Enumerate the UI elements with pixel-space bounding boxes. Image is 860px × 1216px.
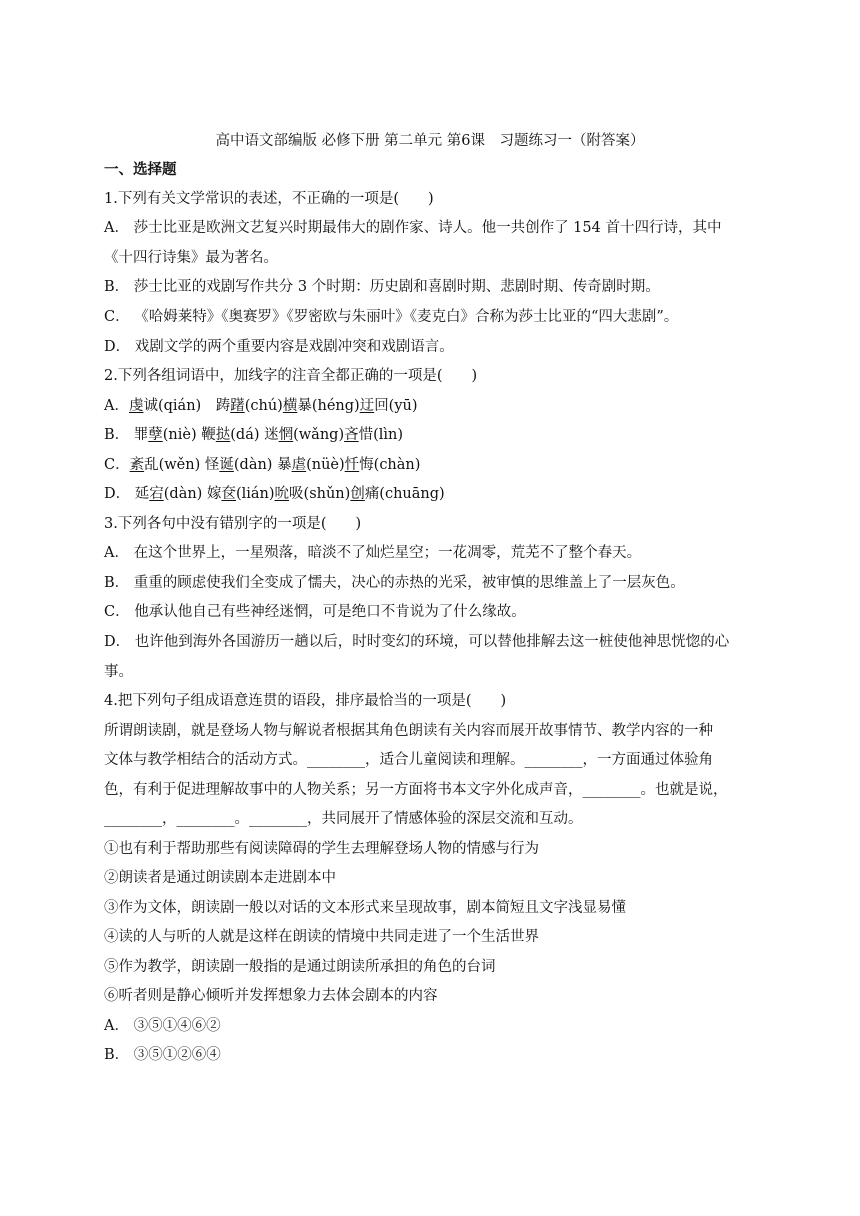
text-segment: (lián) <box>235 486 275 502</box>
underlined-character: 忏 <box>344 457 360 473</box>
question-1-stem: 1.下列有关文学常识的表述，不正确的一项是( ) <box>104 191 434 207</box>
question-2-option-b <box>104 425 764 445</box>
text-segment: 诚(qián) <box>143 398 216 414</box>
question-4-option-a: A． ③⑤①④⑥② <box>104 1018 221 1034</box>
text-segment: 乱(wěn) 怪 <box>144 457 220 473</box>
question-4-passage-line-1: 所谓朗读剧，就是登场人物与解说者根据其角色朗读有关内容而展开故事情节、教学内容的一种 <box>104 723 713 739</box>
underlined-character: 孽 <box>148 427 163 443</box>
question-4-passage-line-3: 色，有利于促进理解故事中的人物关系；另一方面将书本文字外化成声音，________。也就是说， <box>104 782 728 798</box>
question-3-option-a: A． 在这个世界上，一星殒落，暗淡不了灿烂星空；一花凋零，荒芜不了整个春天。 <box>104 545 642 561</box>
text-segment: 回(yū) <box>374 398 418 414</box>
question-3-option-d: D． 也许他到海外各国游历一趟以后，时时变幻的环境，可以替他排解去这一桩使他神思恍惚的心 <box>104 634 730 650</box>
underlined-character: 横 <box>282 398 298 414</box>
underlined-character: 诞 <box>219 457 234 473</box>
text-segment: (dá) 迷 <box>230 427 279 443</box>
underlined-character: 躇 <box>230 398 245 414</box>
question-1-option-a: A． 莎士比亚是欧洲文艺复兴时期最伟大的剧作家、诗人。他一共创作了 154 首十四行诗，其中 <box>104 220 722 236</box>
question-1-option-a-cont: 《十四行诗集》最为著名。 <box>104 250 278 266</box>
question-1-option-d: D． 戏剧文学的两个重要内容是戏剧冲突和戏剧语言。 <box>104 339 454 355</box>
text-segment: 悔(chàn) <box>359 457 421 473</box>
text-segment: D． 延 <box>104 486 150 502</box>
underlined-character: 惘 <box>278 427 294 443</box>
question-2-option-a <box>104 396 764 416</box>
question-1-option-c: C． 《哈姆莱特》《奥赛罗》《罗密欧与朱丽叶》《麦克白》合称为莎士比亚的“四大悲剧”。 <box>104 309 679 325</box>
question-1-option-b: B． 莎士比亚的戏剧写作共分 3 个时期：历史剧和喜剧时期、悲剧时期、传奇剧时期。 <box>104 279 660 295</box>
question-4-sentence-4: ④读的人与听的人就是这样在朗读的情境中共同走进了一个生活世界 <box>104 929 539 945</box>
section-heading: 一、选择题 <box>104 161 177 178</box>
underlined-character: 紊 <box>129 457 145 473</box>
question-3-stem: 3.下列各句中没有错别字的一项是( ) <box>104 516 362 532</box>
question-2-stem: 2.下列各组词语中，加线字的注音全都正确的一项是( ) <box>104 368 478 384</box>
underlined-character: 宕 <box>149 486 164 502</box>
question-4-sentence-5: ⑤作为教学，朗读剧一般指的是通过朗读所承担的角色的台词 <box>104 959 496 975</box>
underlined-character: 吝 <box>344 427 359 443</box>
text-segment: (chú) <box>244 398 283 414</box>
question-4-passage-line-2: 文体与教学相结合的活动方式。________，适合儿童阅读和理解。________，一方面通过体验角 <box>104 752 713 768</box>
question-4-option-b: B． ③⑤①②⑥④ <box>104 1047 221 1063</box>
text-segment: 痛(chuāng) <box>364 486 445 502</box>
text-segment: C． <box>104 457 130 473</box>
text-segment: A． <box>104 398 129 414</box>
question-2-option-d <box>104 484 764 504</box>
text-segment: 踌 <box>215 398 231 414</box>
underlined-character: 虔 <box>128 398 144 414</box>
underlined-character: 虐 <box>291 457 307 473</box>
underlined-character: 创 <box>350 486 365 502</box>
question-3-option-d-cont: 事。 <box>104 664 133 680</box>
text-segment: B． 罪 <box>104 427 149 443</box>
underlined-character: 挞 <box>215 427 231 443</box>
question-4-sentence-6: ⑥听者则是静心倾听并发挥想象力去体会剧本的内容 <box>104 988 438 1004</box>
text-segment: (dàn) 暴 <box>233 457 292 473</box>
text-segment: 暴(héng) <box>297 398 360 414</box>
question-4-stem: 4.把下列句子组成语意连贯的语段，排序最恰当的一项是( ) <box>104 693 507 709</box>
question-4-sentence-2: ②朗读者是通过朗读剧本走进剧本中 <box>104 870 336 886</box>
question-3-option-c: C． 他承认他自己有些神经迷惘，可是绝口不肯说为了什么缘故。 <box>104 604 526 620</box>
question-4-sentence-1: ①也有利于帮助那些有阅读障碍的学生去理解登场人物的情感与行为 <box>104 841 539 857</box>
text-segment: (wǎng) <box>293 427 345 443</box>
document-title: 高中语文部编版 必修下册 第二单元 第6课 习题练习一（附答案） <box>215 133 645 149</box>
text-segment: (nüè) <box>306 457 345 473</box>
text-segment: (niè) 鞭 <box>162 427 216 443</box>
text-segment: 惜(lìn) <box>358 427 404 443</box>
underlined-character: 奁 <box>221 486 236 502</box>
underlined-character: 吮 <box>274 486 290 502</box>
question-4-passage-line-4: ________，________。________，共同展开了情感体验的深层交流和互动。 <box>104 811 583 827</box>
text-segment: (dàn) 嫁 <box>163 486 222 502</box>
question-2-option-c <box>104 455 764 475</box>
text-segment: 吸(shǔn) <box>289 486 351 502</box>
underlined-character: 迂 <box>359 398 375 414</box>
question-4-sentence-3: ③作为文体，朗读剧一般以对话的文本形式来呈现故事，剧本简短且文字浅显易懂 <box>104 900 626 916</box>
question-3-option-b: B． 重重的顾虑使我们全变成了懦夫，决心的赤热的光采，被审慎的思维盖上了一层灰色。 <box>104 575 685 591</box>
